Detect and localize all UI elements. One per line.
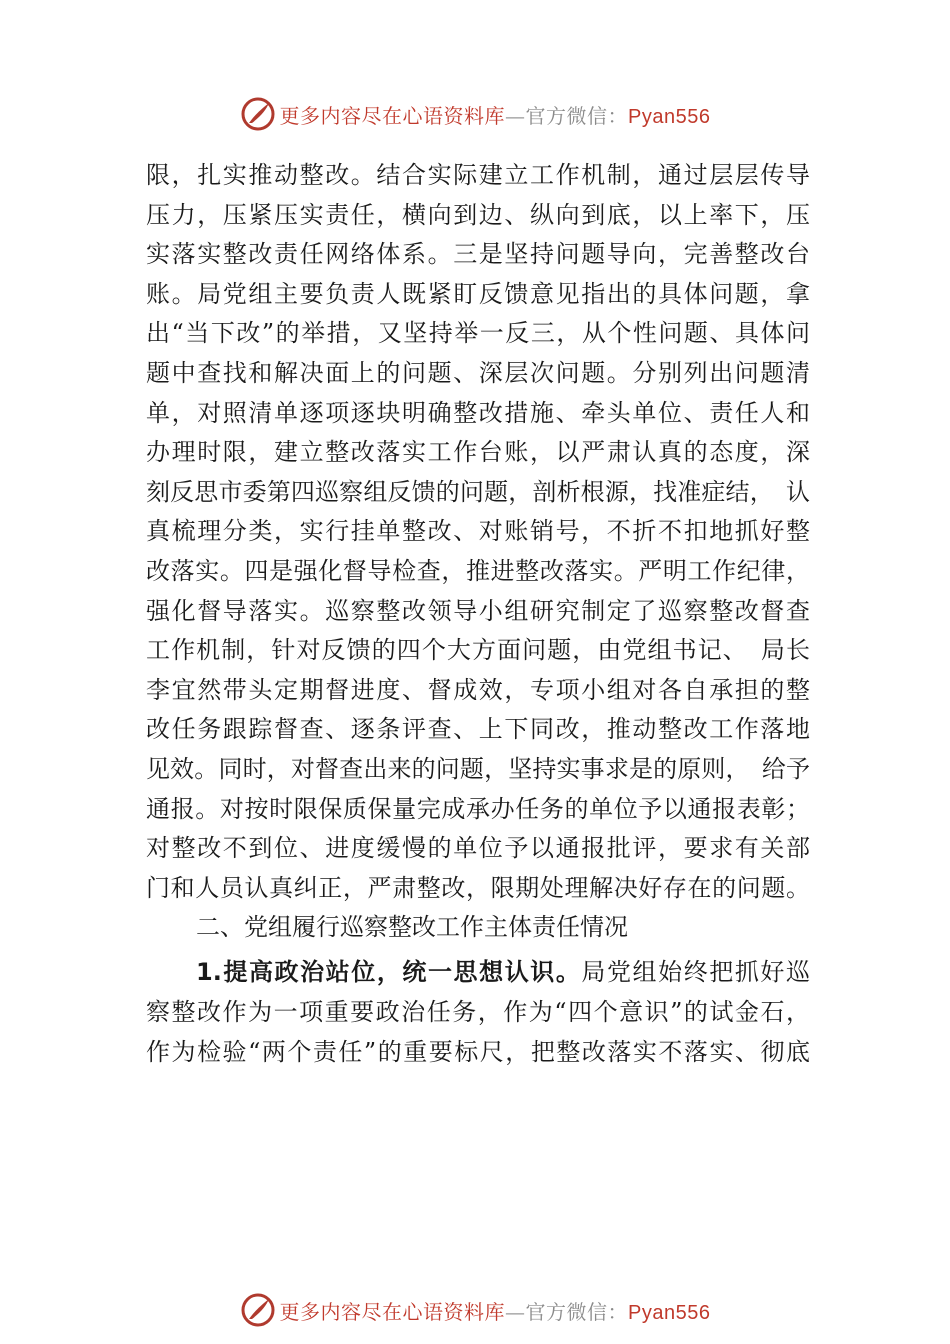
text-line: 真梳理分类，实行挂单整改、对账销号，不折不扣地抓好整 bbox=[146, 517, 810, 546]
footer-wechat-id: Pyan556 bbox=[628, 1301, 711, 1324]
section-heading: 二、党组履行巡察整改工作主体责任情况 bbox=[196, 913, 628, 942]
text-line: 实落实整改责任网络体系。三是坚持问题导向，完善整改台 bbox=[146, 240, 810, 269]
point-1-text: 局党组始终把抓好巡 bbox=[581, 957, 810, 986]
text-line: 压力，压紧压实责任，横向到边、纵向到底，以上率下，压 bbox=[146, 200, 810, 229]
header-wechat-id: Pyan556 bbox=[628, 105, 711, 128]
text-line: 察整改作为一项重要政治任务，作为“四个意识”的试金石， bbox=[146, 997, 810, 1026]
text-line: 单，对照清单逐项逐块明确整改措施、牵头单位、责任人和 bbox=[146, 398, 810, 427]
text-line: 强化督导落实。巡察整改领导小组研究制定了巡察整改督查 bbox=[146, 596, 810, 625]
text-line: 题中查找和解决面上的问题、深层次问题。分别列出问题清 bbox=[146, 358, 810, 387]
header-wechat-label: 官方微信： bbox=[525, 103, 629, 128]
text-line: 工作机制，针对反馈的四个大方面问题，由党组书记、 局长 bbox=[146, 636, 810, 665]
text-line: 见效。同时，对督查出来的问题，坚持实事求是的原则， 给予 bbox=[146, 754, 810, 783]
quill-logo-icon bbox=[240, 96, 276, 132]
footer-separator: — bbox=[505, 1299, 526, 1324]
text-line: 作为检验“两个责任”的重要标尺，把整改落实不落实、彻底 bbox=[146, 1037, 810, 1066]
text-line: 门和人员认真纠正，严肃整改，限期处理解决好存在的问题。 bbox=[146, 873, 810, 902]
paragraph-1 bbox=[146, 156, 810, 908]
footer-banner bbox=[0, 1288, 950, 1332]
footer-banner-title: 更多内容尽在心语资料库 bbox=[279, 1299, 506, 1324]
header-banner-title: 更多内容尽在心语资料库 bbox=[279, 103, 506, 128]
text-line: 改落实。四是强化督导检查，推进整改落实。严明工作纪律， bbox=[146, 556, 810, 585]
paragraph-2 bbox=[146, 952, 810, 1072]
text-line: 对整改不到位、进度缓慢的单位予以通报批评，要求有关部 bbox=[146, 834, 810, 863]
text-line: 刻反思市委第四巡察组反馈的问题，剖析根源，找准症结， 认 bbox=[146, 477, 810, 506]
header-banner bbox=[0, 92, 950, 136]
text-line: 李宜然带头定期督进度、督成效，专项小组对各自承担的整 bbox=[146, 675, 810, 704]
header-separator: — bbox=[505, 103, 526, 128]
text-line: 通报。对按时限保质保量完成承办任务的单位予以通报表彰； bbox=[146, 794, 810, 823]
point-1-title: 1.提高政治站位，统一思想认识。 bbox=[196, 957, 582, 986]
header-banner-text bbox=[280, 100, 711, 129]
text-line: 办理时限，建立整改落实工作台账，以严肃认真的态度，深 bbox=[146, 438, 810, 467]
quill-logo-icon bbox=[240, 1292, 276, 1328]
document-body bbox=[146, 156, 810, 1072]
text-line: 账。局党组主要负责人既紧盯反馈意见指出的具体问题，拿 bbox=[146, 279, 810, 308]
footer-banner-text bbox=[280, 1296, 711, 1325]
text-line: 出“当下改”的举措，又坚持举一反三，从个性问题、具体问 bbox=[146, 319, 810, 348]
footer-wechat-label: 官方微信： bbox=[525, 1299, 629, 1324]
text-line: 改任务跟踪督查、逐条评查、上下同改，推动整改工作落地 bbox=[146, 715, 810, 744]
text-line: 限，扎实推动整改。结合实际建立工作机制，通过层层传导 bbox=[146, 161, 810, 189]
text-line bbox=[146, 952, 810, 992]
